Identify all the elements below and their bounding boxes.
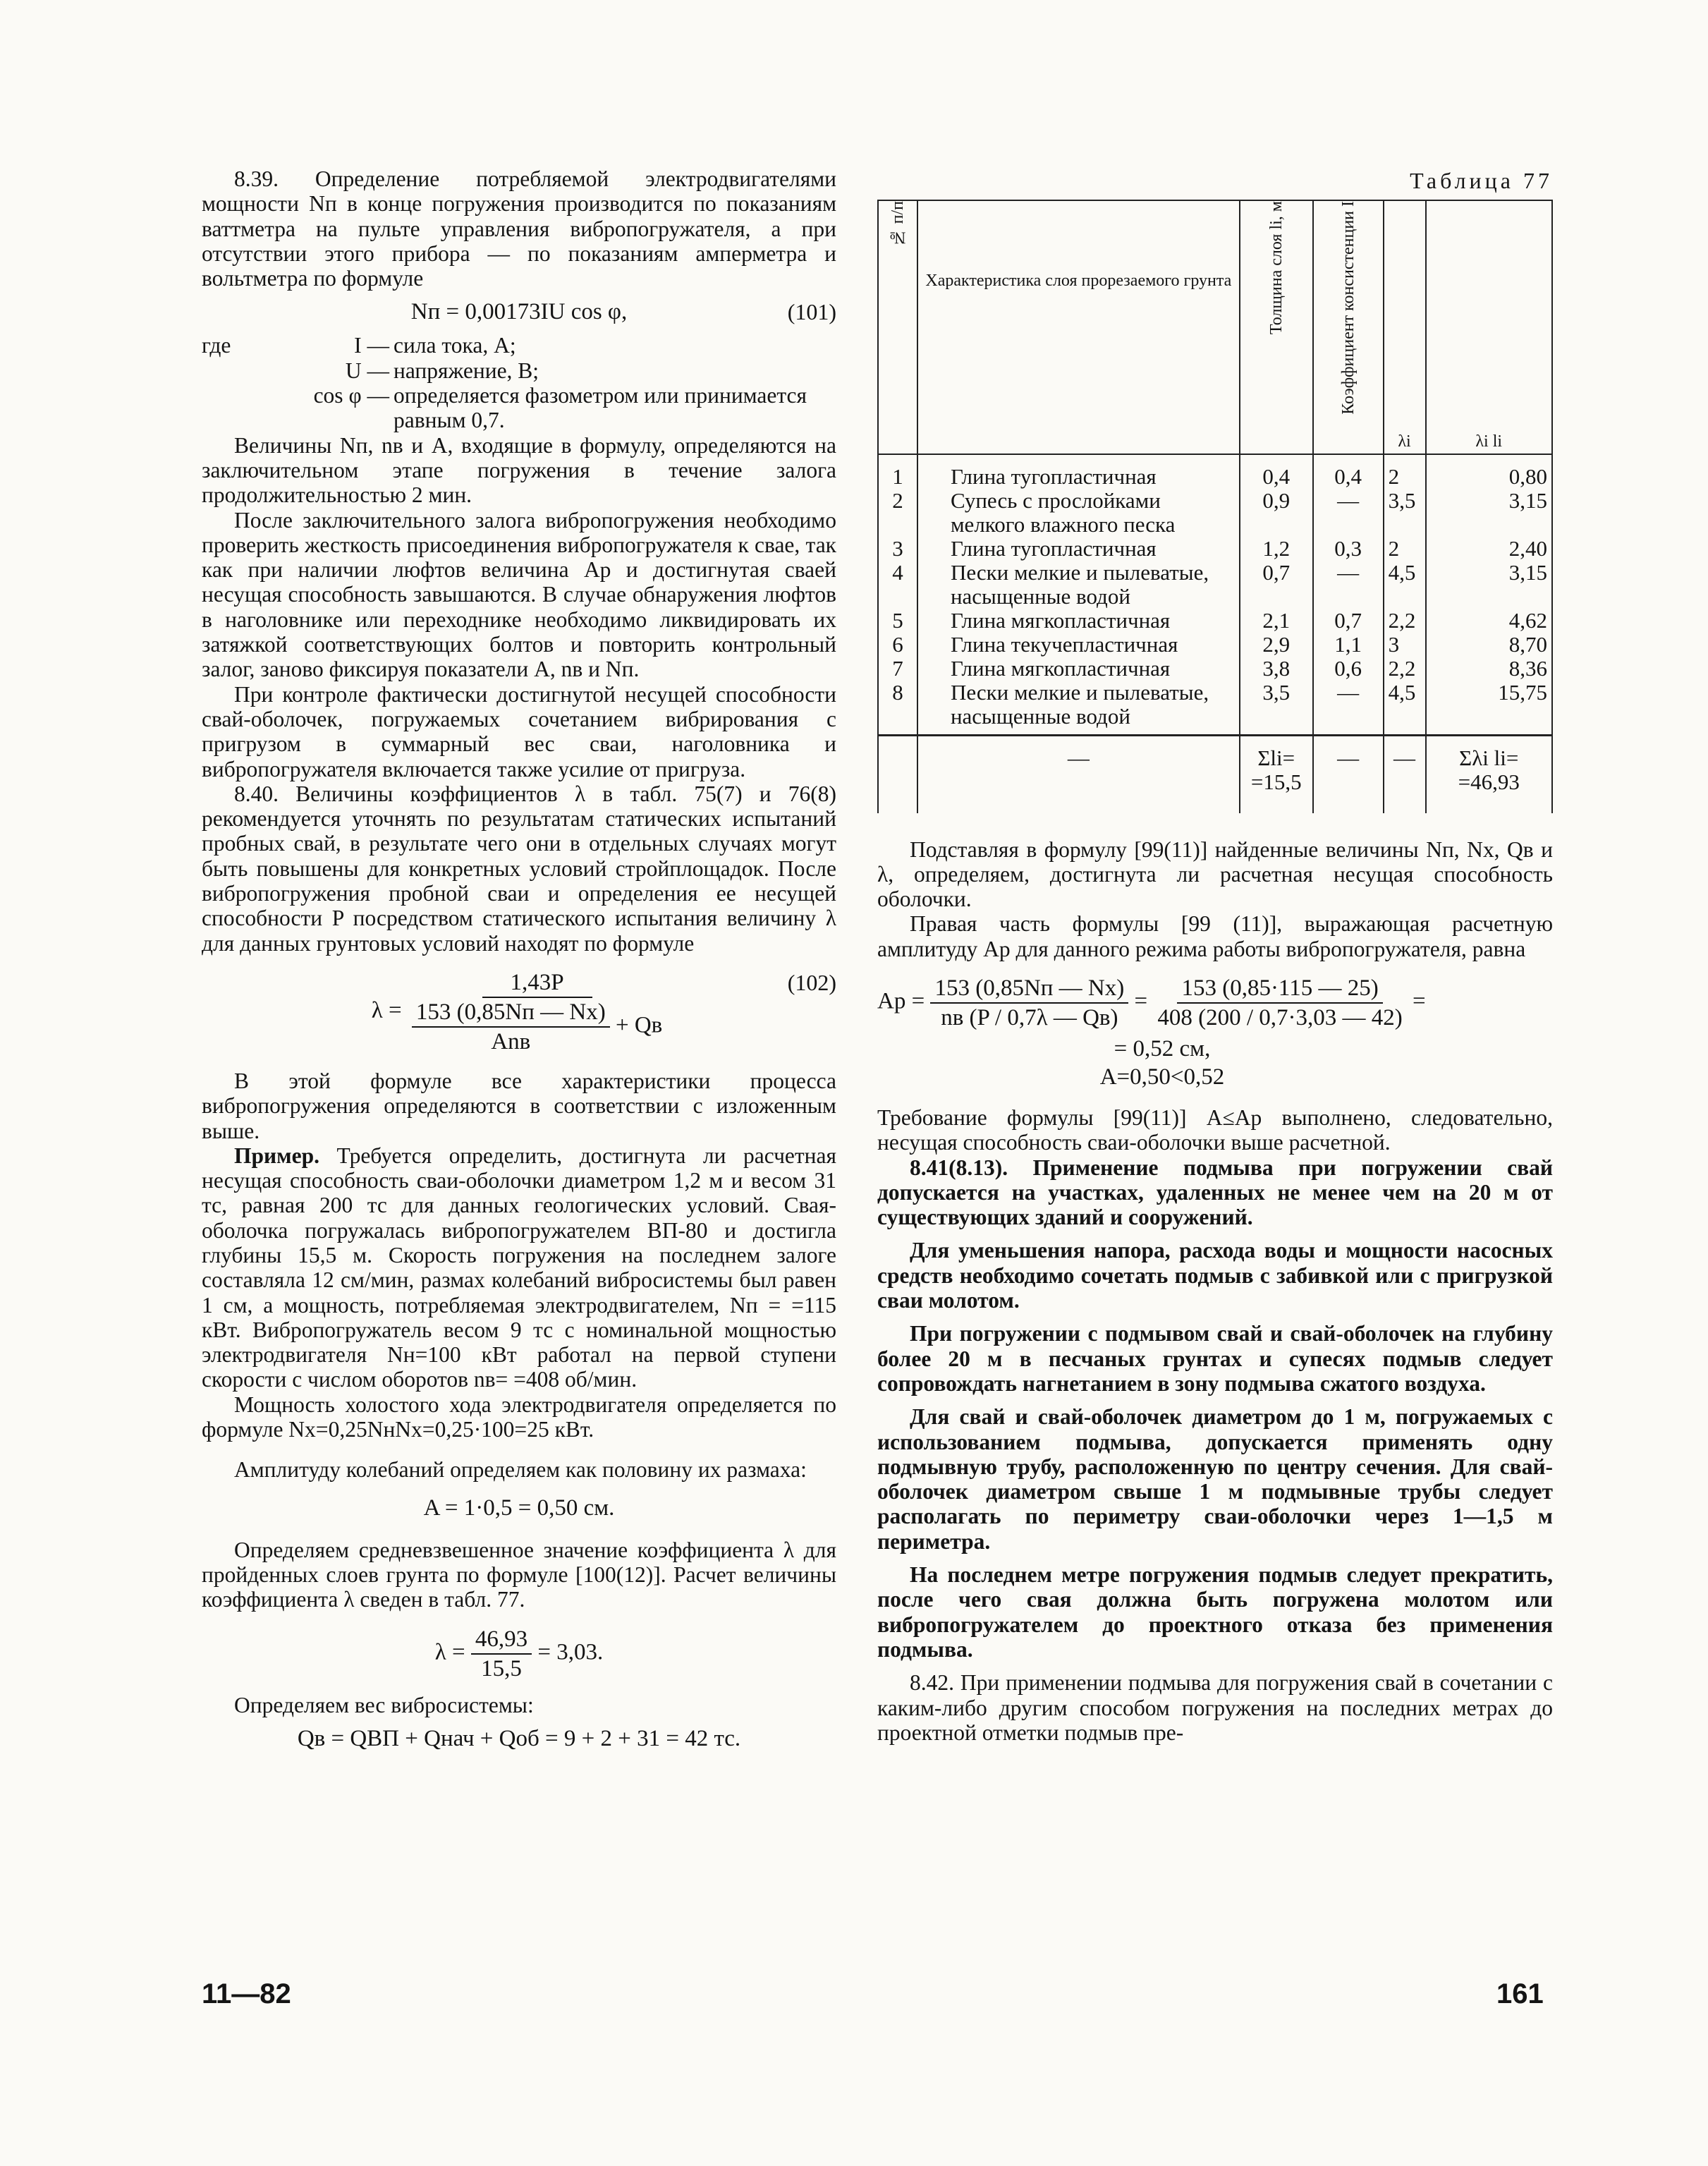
table-header (1426, 200, 1553, 454)
example-paragraph (202, 1143, 836, 1392)
where-symbol: I — (354, 333, 389, 358)
formula-plus-term: + Qв (615, 1012, 663, 1038)
where-definition: сила тока, А; (394, 333, 516, 358)
paragraph: Подставляя в формулу [99(11)] найденные величины Nп, Nх, Qв и λ, определяем, достигнута ли расчетная несущая способность оболочки. (877, 836, 1553, 912)
cell: 4,62 (1426, 609, 1553, 633)
table-row (878, 454, 1552, 489)
inner-fraction (412, 998, 610, 1056)
formula-rhs: = 3,03. (537, 1639, 604, 1665)
header-text: Характеристика слоя прорезаемого грунта (925, 272, 1232, 290)
cell: 0,6 (1313, 657, 1384, 681)
cell: 3,5 (1240, 681, 1313, 736)
formula-equals: = (1134, 988, 1148, 1014)
paragraph-8-41: 8.41(8.13). Применение подмыва при погружении свай допускается на участках, удаленных не менее чем на 20 м от существующих зданий и сооружений. (877, 1155, 1553, 1230)
table-row (878, 657, 1552, 681)
inner-numerator: 153 (0,85Nп — Nх) (412, 998, 610, 1028)
cell: 4 (878, 561, 917, 609)
fraction-numerator: 153 (0,85Nп — Nх) (930, 974, 1128, 1004)
paragraph: Величины Nп, nв и А, входящие в формулу, определяются на заключительном этапе погружения в течение залога продолжительностью 2 мин. (202, 432, 836, 508)
formula-lhs: Aр = (877, 988, 925, 1014)
formula-amplitude-calc (877, 974, 1553, 1032)
cell: — (1313, 681, 1384, 736)
cell-sum-lambda: Σλi li= =46,93 (1426, 736, 1553, 813)
cell: 5 (878, 609, 917, 633)
paragraph: Определяем средневзвешенное значение коэффициента λ для пройденных слоев грунта по формуле [100(12)]. Расчет величины коэффициента λ сведен в табл. 77. (202, 1537, 836, 1612)
cell: 4,5 (1384, 561, 1426, 609)
where-item (202, 333, 836, 358)
table-header (1384, 200, 1426, 454)
cell: 3,15 (1426, 561, 1553, 609)
fraction-denominator: 15,5 (481, 1655, 522, 1681)
table-header (917, 200, 1240, 454)
fraction-denominator: 408 (200 / 0,7·3,03 — 42) (1157, 1004, 1403, 1030)
paragraph: При контроле фактически достигнутой несущей способности свай-оболочек, погружаемых сочетанием вибрирования с пригрузом в суммарный вес сваи, наголовника и вибропогружателя включается также усилие от пригруза. (202, 681, 836, 781)
where-definition: напряжение, В; (394, 358, 539, 383)
cell: 1,2 (1240, 537, 1313, 561)
page-number: 161 (1496, 1978, 1544, 2009)
header-text: Толщина слоя li, м (1267, 201, 1286, 335)
cell: 0,80 (1426, 454, 1553, 489)
paragraph: При погружении с подмывом свай и свай-оболочек на глубину более 20 м в песчаных грунтах и супесях подмыв следует сопровождать нагнетанием в зону подмыва сжатого воздуха. (877, 1321, 1553, 1396)
cell: 0,9 (1240, 489, 1313, 537)
cell: — (1313, 561, 1384, 609)
where-item (202, 383, 836, 433)
paragraph: Для уменьшения напора, расхода воды и мощности насосных средств необходимо сочетать подмыв с забивкой или с пригрузкой сваи молотом. (877, 1238, 1553, 1313)
table-row (878, 633, 1552, 657)
inner-denominator: Anв (491, 1028, 531, 1054)
formula-101 (202, 298, 836, 326)
formula-lhs: λ = (371, 997, 402, 1023)
cell: 7 (878, 657, 917, 681)
formula-lambda (202, 1625, 836, 1683)
cell: 8,36 (1426, 657, 1553, 681)
formula-amplitude: A = 1·0,5 = 0,50 см. (423, 1495, 615, 1521)
fraction-denominator (408, 998, 666, 1056)
cell: 0,3 (1313, 537, 1384, 561)
footer-signature: 11—82 (202, 1978, 291, 2009)
cell: 1,1 (1313, 633, 1384, 657)
formula-fraction (408, 968, 666, 1056)
table-row (878, 681, 1552, 736)
cell: 8 (878, 681, 917, 736)
cell: 3 (1384, 633, 1426, 657)
cell: 2,2 (1384, 609, 1426, 633)
cell: — (1384, 736, 1426, 813)
table-header-row (878, 200, 1552, 454)
cell: 2 (878, 489, 917, 537)
formula-fraction (471, 1625, 532, 1683)
table-header (1313, 200, 1384, 454)
cell: — (1313, 736, 1384, 813)
paragraph: Мощность холостого хода электродвигателя определяется по формуле Nх=0,25NнNх=0,25·100=25 кВт. (202, 1392, 836, 1442)
header-text: № п/п (888, 201, 907, 247)
cell: 2,1 (1240, 609, 1313, 633)
table-title: Таблица 77 (1410, 168, 1553, 193)
right-column (877, 168, 1553, 1745)
cell: Глина тугопластичная (917, 454, 1240, 489)
formula-weight: Qв = QВП + Qнач + Qоб = 9 + 2 + 31 = 42 тс. (297, 1725, 741, 1751)
formula-equals: = (1413, 988, 1426, 1014)
header-text: λi li (1475, 432, 1503, 451)
cell: Глина мягкопластичная (917, 609, 1240, 633)
where-list (202, 333, 836, 432)
formula-102 (202, 968, 836, 1056)
paragraph-8-42: 8.42. При применении подмыва для погружения свай в сочетании с каким-либо другим способом погружения на последних метрах до проектной отметки подмыв пре- (877, 1670, 1553, 1745)
table-header (878, 200, 917, 454)
table-row (878, 609, 1552, 633)
cell: Пески мелкие и пылеватые, насыщенные водой (917, 561, 1240, 609)
paragraph: В этой формуле все характеристики процесса вибропогружения определяются в соответствии с изложенным выше. (202, 1068, 836, 1143)
paragraph: Амплитуду колебаний определяем как половину их размаха: (234, 1457, 807, 1483)
paragraph: Определяем вес вибросистемы: (234, 1692, 534, 1717)
formula-amplitude-compare: A=0,50<0,52 (1099, 1064, 1225, 1090)
cell: Глина текучепластичная (917, 633, 1240, 657)
cell: — (917, 736, 1240, 813)
table-sum-row (878, 736, 1552, 813)
fraction-denominator: nв (P / 0,7λ — Qв) (941, 1004, 1118, 1030)
cell-sum-thickness: Σli= =15,5 (1240, 736, 1313, 813)
paragraph: Для свай и свай-оболочек диаметром до 1 м, погружаемых с использованием подмыва, допускается применять одну подмывную трубу, расположенную по центру сечения. Для свай-оболочек диаметром свыше 1 м подмывные трубы следует располагать по периметру сваи-оболочки через 1—1,5 м периметра. (877, 1404, 1553, 1554)
header-text: λi (1398, 432, 1411, 451)
cell: 3,8 (1240, 657, 1313, 681)
cell: 8,70 (1426, 633, 1553, 657)
where-definition: определяется фазометром или принимается равным 0,7. (394, 383, 807, 433)
table-row (878, 489, 1552, 537)
formula-amplitude-result: = 0,52 см, (1114, 1035, 1211, 1061)
paragraph: На последнем метре погружения подмыв следует прекратить, после чего свая должна быть погружена молотом или вибропогружателем до проектного отказа без применения подмыва. (877, 1562, 1553, 1662)
example-label: Пример. (234, 1143, 320, 1168)
cell: 2 (1384, 454, 1426, 489)
cell: Глина мягкопластичная (917, 657, 1240, 681)
cell: 0,4 (1313, 454, 1384, 489)
table-77 (877, 200, 1553, 813)
cell: 0,4 (1240, 454, 1313, 489)
cell: 2 (1384, 537, 1426, 561)
left-column (202, 166, 836, 1760)
cell: 3 (878, 537, 917, 561)
formula-lhs: λ = (434, 1639, 465, 1665)
cell: 2,2 (1384, 657, 1426, 681)
paragraph: После заключительного залога вибропогружения необходимо проверить жесткость присоединения вибропогружателя к свае, так как при наличии люфтов величина Ар и достигнутая сваей несущая способность завышаются. В случае обнаружения люфтов в наголовнике или переходнике необходимо ликвидировать их затяжкой соответствующих болтов и повторить контрольный залог, заново фиксируя показатели А, nв и Nп. (202, 507, 836, 682)
cell: 4,5 (1384, 681, 1426, 736)
header-text: Коэффициент консистенции I (1338, 201, 1358, 415)
cell (878, 736, 917, 813)
where-label: где (202, 333, 231, 358)
cell: Пески мелкие и пылеватые, насыщенные водой (917, 681, 1240, 736)
paragraph-8-40: 8.40. Величины коэффициентов λ в табл. 75(7) и 76(8) рекомендуется уточнять по результатам статических испытаний пробных свай, в результате чего они в отдельных случаях могут быть повышены для конкретных условий стройплощадок. После вибропогружения пробной сваи и определения ее несущей способности P посредством статического испытания величину λ для данных грунтовых условий находят по формуле (202, 781, 836, 956)
cell: 2,9 (1240, 633, 1313, 657)
cell: 1 (878, 454, 917, 489)
cell: — (1313, 489, 1384, 537)
where-symbol: cos φ — (313, 383, 389, 408)
where-item (202, 358, 836, 383)
formula-101-number: (101) (787, 299, 836, 325)
paragraph-8-39: 8.39. Определение потребляемой электродвигателями мощности Nп в конце погружения производится по показаниям ваттметра на пульте управления вибропогружателя, а при отсутствии этого прибора — по показаниям амперметра и вольтметра по формуле (202, 166, 836, 291)
cell: 15,75 (1426, 681, 1553, 736)
formula-101-text: Nп = 0,00173IU cos φ, (410, 299, 628, 325)
paragraph: Требование формулы [99(11)] A≤Aр выполнено, следовательно, несущая способность сваи-оболочки выше расчетной. (877, 1105, 1553, 1155)
cell: 0,7 (1240, 561, 1313, 609)
fraction-numerator: 153 (0,85·115 — 25) (1177, 974, 1382, 1004)
formula-102-number: (102) (787, 969, 836, 995)
cell: 3,15 (1426, 489, 1553, 537)
cell: 2,40 (1426, 537, 1553, 561)
formula-fraction (930, 974, 1128, 1032)
table-row (878, 561, 1552, 609)
formula-fraction (1153, 974, 1406, 1032)
cell: 3,5 (1384, 489, 1426, 537)
example-text: Требуется определить, достигнута ли расчетная несущая способность сваи-оболочки диаметром 1,2 м и весом 31 тс, равная 200 тс для данных геологических условий. Свая-оболочка погружалась вибропогружателем ВП-80 и достигла глубины 15,5 м. Скорость погружения на последнем залоге составляла 12 см/мин, размах колебаний вибросистемы был равен 1 см, а мощность, потребляемая электродвигателем, Nп = =115 кВт. Вибропогружатель весом 9 тс с номинальной мощностью электродвигателя Nн=100 кВт работал на первой ступени скорости с числом оборотов nв= =408 об/мин. (202, 1143, 836, 1392)
fraction-numerator: 46,93 (471, 1625, 532, 1655)
cell: Глина тугопластичная (917, 537, 1240, 561)
where-symbol: U — (345, 358, 389, 383)
cell: 0,7 (1313, 609, 1384, 633)
fraction-numerator: 1,43P (482, 968, 592, 998)
paragraph: Правая часть формулы [99 (11)], выражающая расчетную амплитуду Ар для данного режима работы вибропогружателя, равна (877, 911, 1553, 961)
table-header (1240, 200, 1313, 454)
cell: Супесь с прослойками мелкого влажного песка (917, 489, 1240, 537)
cell: 6 (878, 633, 917, 657)
table-row (878, 537, 1552, 561)
